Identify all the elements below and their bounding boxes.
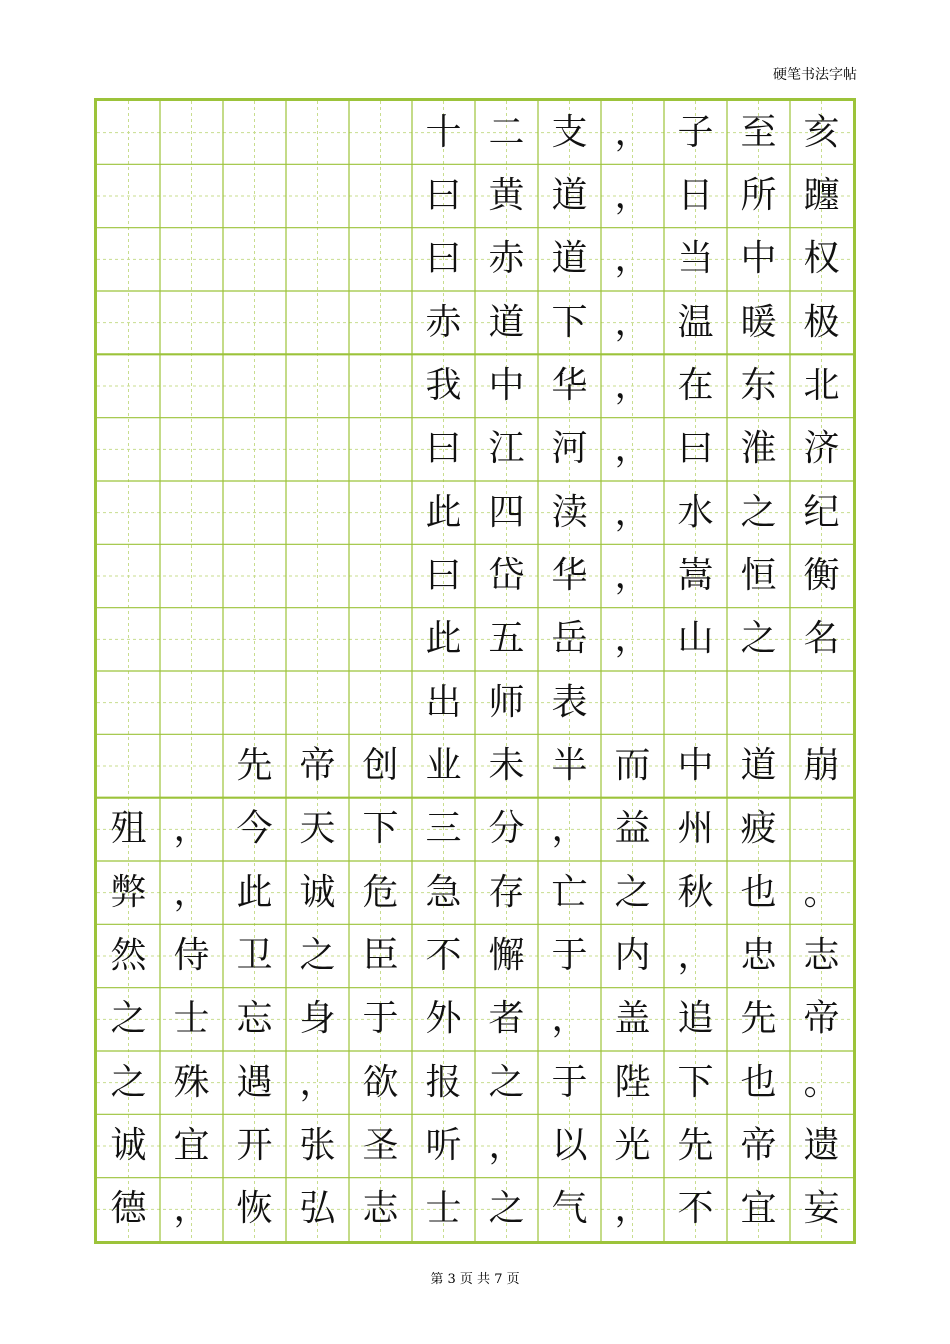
character-cell: 于 xyxy=(551,1061,588,1103)
character-cell: 陛 xyxy=(614,1061,651,1103)
character-cell: 德 xyxy=(110,1188,147,1230)
character-cell: 十 xyxy=(425,111,462,153)
character-cell: 弘 xyxy=(299,1188,336,1230)
character-cell: 宜 xyxy=(740,1188,777,1230)
character-cell: 师 xyxy=(488,681,525,723)
character-cell: 之 xyxy=(110,998,147,1040)
character-cell: 岳 xyxy=(551,618,588,660)
character-cell: 殊 xyxy=(173,1061,210,1103)
character-cell: 渎 xyxy=(551,491,588,533)
practice-grid-sheet xyxy=(94,98,856,1244)
character-cell: 气 xyxy=(551,1188,588,1230)
character-cell: 赤 xyxy=(425,301,462,343)
character-cell: 志 xyxy=(362,1188,399,1230)
character-cell: 。 xyxy=(803,871,840,913)
character-cell: 之 xyxy=(740,618,777,660)
character-cell: 欲 xyxy=(362,1061,399,1103)
character-cell: 懈 xyxy=(488,934,525,976)
character-cell: 山 xyxy=(677,618,714,660)
character-cell: ， xyxy=(614,491,651,533)
character-cell: 华 xyxy=(551,554,588,596)
character-cell: 弊 xyxy=(110,871,147,913)
character-cell: 追 xyxy=(677,998,714,1040)
text-row xyxy=(97,544,853,607)
character-cell: 不 xyxy=(677,1188,714,1230)
character-cell: 秋 xyxy=(677,871,714,913)
character-cell: 纪 xyxy=(803,491,840,533)
character-cell: ， xyxy=(614,428,651,470)
character-cell: 至 xyxy=(740,111,777,153)
character-cell: 所 xyxy=(740,174,777,216)
character-cell: 之 xyxy=(110,1061,147,1103)
character-cell: 此 xyxy=(425,618,462,660)
character-cell: 不 xyxy=(425,934,462,976)
character-cell: 此 xyxy=(236,871,273,913)
character-cell: 恢 xyxy=(236,1188,273,1230)
character-cell: 半 xyxy=(551,744,588,786)
character-cell: ， xyxy=(173,808,210,850)
character-cell: 妄 xyxy=(803,1188,840,1230)
character-cell: 曰 xyxy=(425,428,462,470)
character-cell: 权 xyxy=(803,238,840,280)
text-row xyxy=(97,988,853,1051)
character-cell: 张 xyxy=(299,1124,336,1166)
character-cell: ， xyxy=(614,1188,651,1230)
character-cell: 嵩 xyxy=(677,554,714,596)
character-cell: ， xyxy=(614,238,651,280)
character-cell: 之 xyxy=(614,871,651,913)
character-cell: ， xyxy=(614,301,651,343)
character-cell: 二 xyxy=(488,111,525,153)
character-cell: 四 xyxy=(488,491,525,533)
character-cell: 名 xyxy=(803,618,840,660)
character-cell: 五 xyxy=(488,618,525,660)
character-cell: 水 xyxy=(677,491,714,533)
character-cell: 遗 xyxy=(803,1124,840,1166)
character-cell: 益 xyxy=(614,808,651,850)
character-cell: 诚 xyxy=(299,871,336,913)
character-cell: 士 xyxy=(173,998,210,1040)
character-cell: 之 xyxy=(299,934,336,976)
character-cell: ， xyxy=(551,808,588,850)
character-cell: 支 xyxy=(551,111,588,153)
character-cell: 帝 xyxy=(740,1124,777,1166)
character-cell: 先 xyxy=(740,998,777,1040)
character-cell: 之 xyxy=(488,1061,525,1103)
character-cell: 分 xyxy=(488,808,525,850)
character-cell: 也 xyxy=(740,1061,777,1103)
character-cell: 开 xyxy=(236,1124,273,1166)
text-row xyxy=(97,671,853,734)
character-cell: ， xyxy=(488,1124,525,1166)
text-row xyxy=(97,798,853,861)
character-cell: 侍 xyxy=(173,934,210,976)
character-cell: 曰 xyxy=(425,174,462,216)
character-cell: 业 xyxy=(425,744,462,786)
character-cell: 道 xyxy=(488,301,525,343)
character-cell: 济 xyxy=(803,428,840,470)
character-cell: 忠 xyxy=(740,934,777,976)
character-cell: 然 xyxy=(110,934,147,976)
character-cell: 先 xyxy=(236,744,273,786)
character-cell: 志 xyxy=(803,934,840,976)
character-cell: 中 xyxy=(677,744,714,786)
character-cell: 创 xyxy=(362,744,399,786)
character-cell: 者 xyxy=(488,998,525,1040)
text-row xyxy=(97,101,853,164)
character-cell: 天 xyxy=(299,808,336,850)
character-cell: 当 xyxy=(677,238,714,280)
character-cell: 卫 xyxy=(236,934,273,976)
text-row xyxy=(97,1178,853,1241)
character-cell: 河 xyxy=(551,428,588,470)
character-cell: 曰 xyxy=(425,554,462,596)
character-cell: 听 xyxy=(425,1124,462,1166)
character-cell: 在 xyxy=(677,364,714,406)
character-cell: 日 xyxy=(677,174,714,216)
character-cell: 躔 xyxy=(803,174,840,216)
character-cell: ， xyxy=(299,1061,336,1103)
character-cell: 身 xyxy=(299,998,336,1040)
character-cell: 之 xyxy=(740,491,777,533)
character-cell: 未 xyxy=(488,744,525,786)
character-cell: 诚 xyxy=(110,1124,147,1166)
character-cell: 子 xyxy=(677,111,714,153)
character-cell: 于 xyxy=(362,998,399,1040)
character-cell: 急 xyxy=(425,871,462,913)
character-cell: ， xyxy=(614,111,651,153)
character-cell: 崩 xyxy=(803,744,840,786)
character-cell: 温 xyxy=(677,301,714,343)
character-cell: 内 xyxy=(614,934,651,976)
character-cell: 我 xyxy=(425,364,462,406)
character-cell: 士 xyxy=(425,1188,462,1230)
character-cell: 报 xyxy=(425,1061,462,1103)
character-cell: ， xyxy=(173,1188,210,1230)
character-cell: 黄 xyxy=(488,174,525,216)
character-cell: 下 xyxy=(362,808,399,850)
character-cell: 极 xyxy=(803,301,840,343)
character-cell: ， xyxy=(614,364,651,406)
character-cell: 帝 xyxy=(299,744,336,786)
text-row xyxy=(97,861,853,924)
character-cell: 盖 xyxy=(614,998,651,1040)
header-title: 硬笔书法字帖 xyxy=(773,67,857,83)
character-cell: 疲 xyxy=(740,808,777,850)
text-row xyxy=(97,291,853,354)
character-cell: 下 xyxy=(551,301,588,343)
character-cell: 州 xyxy=(677,808,714,850)
character-cell: 帝 xyxy=(803,998,840,1040)
character-cell: 东 xyxy=(740,364,777,406)
text-row xyxy=(97,354,853,417)
character-cell: 圣 xyxy=(362,1124,399,1166)
character-cell: 衡 xyxy=(803,554,840,596)
text-row xyxy=(97,481,853,544)
character-cell: ， xyxy=(677,934,714,976)
character-cell: 危 xyxy=(362,871,399,913)
character-cell: ， xyxy=(551,998,588,1040)
character-cell: 外 xyxy=(425,998,462,1040)
character-cell: 遇 xyxy=(236,1061,273,1103)
character-cell: 北 xyxy=(803,364,840,406)
character-cell: ， xyxy=(173,871,210,913)
character-cell: 之 xyxy=(488,1188,525,1230)
character-cell: 赤 xyxy=(488,238,525,280)
character-cell: 三 xyxy=(425,808,462,850)
character-cell: 淮 xyxy=(740,428,777,470)
character-cell: 中 xyxy=(740,238,777,280)
character-cell: 恒 xyxy=(740,554,777,596)
character-cell: 。 xyxy=(803,1061,840,1103)
text-row xyxy=(97,924,853,987)
text-row xyxy=(97,734,853,797)
character-cell: 曰 xyxy=(677,428,714,470)
character-cell: 殂 xyxy=(110,808,147,850)
character-cell: 宜 xyxy=(173,1124,210,1166)
character-cell: ， xyxy=(614,174,651,216)
character-cell: 下 xyxy=(677,1061,714,1103)
text-row xyxy=(97,164,853,227)
character-cell: 岱 xyxy=(488,554,525,596)
text-row xyxy=(97,608,853,671)
character-cell: 先 xyxy=(677,1124,714,1166)
text-row xyxy=(97,228,853,291)
character-cell: 于 xyxy=(551,934,588,976)
character-cell: 道 xyxy=(551,238,588,280)
character-cell: ， xyxy=(614,554,651,596)
character-cell: 此 xyxy=(425,491,462,533)
character-cell: 暖 xyxy=(740,301,777,343)
character-cell: 曰 xyxy=(425,238,462,280)
character-cell: 存 xyxy=(488,871,525,913)
character-cell: 光 xyxy=(614,1124,651,1166)
text-row xyxy=(97,1051,853,1114)
text-row xyxy=(97,418,853,481)
character-cell: 江 xyxy=(488,428,525,470)
character-cell: 道 xyxy=(740,744,777,786)
character-cell: 而 xyxy=(614,744,651,786)
character-cell: 忘 xyxy=(236,998,273,1040)
character-cell: 今 xyxy=(236,808,273,850)
character-cell: 华 xyxy=(551,364,588,406)
text-row xyxy=(97,1114,853,1177)
character-cell: 中 xyxy=(488,364,525,406)
character-cell: 臣 xyxy=(362,934,399,976)
character-cell: ， xyxy=(614,618,651,660)
character-cell: 以 xyxy=(551,1124,588,1166)
character-cell: 道 xyxy=(551,174,588,216)
character-cell: 亡 xyxy=(551,871,588,913)
page-footer: 第 3 页 共 7 页 xyxy=(430,1272,520,1287)
character-cell: 表 xyxy=(551,681,588,723)
character-cell: 亥 xyxy=(803,111,840,153)
character-cell: 出 xyxy=(425,681,462,723)
character-cell: 也 xyxy=(740,871,777,913)
